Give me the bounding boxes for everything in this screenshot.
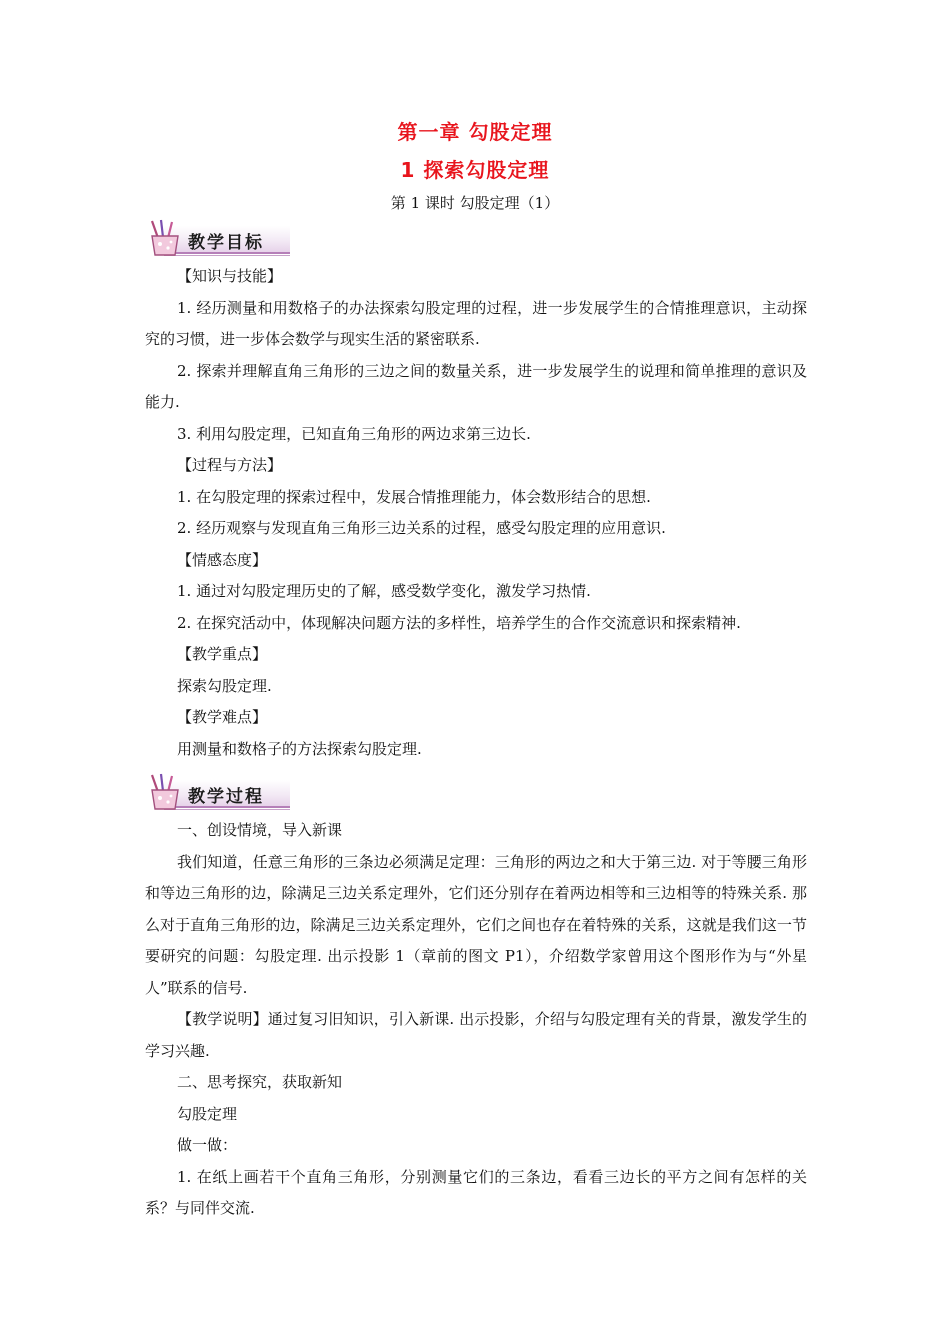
goals-heading-method: 【过程与方法】 <box>177 456 283 474</box>
process-banner-label: 教学过程 <box>188 787 264 807</box>
process-paragraph: 1. 在纸上画若干个直角三角形，分别测量它们的三条边，看看三边长的平方之间有怎样的关系？与同伴交流. <box>145 1167 807 1217</box>
goals-item: 用测量和数格子的方法探索勾股定理. <box>177 739 422 758</box>
goals-item: 1. 在勾股定理的探索过程中，发展合情推理能力，体会数形结合的思想. <box>177 487 651 506</box>
goals-item: 1. 通过对勾股定理历史的了解，感受数学变化，激发学习热情. <box>177 582 591 600</box>
goals-item: 2. 在探究活动中，体现解决问题方法的多样性，培养学生的合作交流意识和探索精神. <box>177 613 741 632</box>
process-paragraph: 我们知道，任意三角形的三条边必须满足定理：三角形的两边之和大于第三边. 对于等腰三角形和等边三角形的边，除满足三边关系定理外，它们还分别存在着两边相等和三边相等的特殊关系. 那么对于直角三角形的边，除满足三边关系定理外，它们之间也存在着特殊的关系，这就是我们这一节要研究的问题：勾股定理. 出示投影 1（章前的图文 P1），介绍数学家曾用这个图形作为与“外星人”联系的信号. <box>145 852 807 997</box>
goals-item: 2. 探索并理解直角三角形的三边之间的数量关系，进一步发展学生的说理和简单推理的意识及能力. <box>145 361 807 411</box>
section-title: 1 探索勾股定理 <box>400 158 550 182</box>
goals-heading-difficulty: 【教学难点】 <box>177 708 268 726</box>
goals-item: 3. 利用勾股定理，已知直角三角形的两边求第三边长. <box>177 424 531 443</box>
goals-heading-knowledge: 【知识与技能】 <box>177 267 283 285</box>
lesson-title: 第 1 课时 勾股定理（1） <box>390 194 560 212</box>
process-step-heading: 一、创设情境，导入新课 <box>177 821 343 839</box>
goals-item: 2. 经历观察与发现直角三角形三边关系的过程，感受勾股定理的应用意识. <box>177 519 666 537</box>
process-step-heading: 二、思考探究，获取新知 <box>177 1073 343 1091</box>
goals-banner <box>144 218 294 258</box>
goals-heading-attitude: 【情感态度】 <box>177 550 268 569</box>
process-subheading: 勾股定理 <box>177 1104 238 1123</box>
goals-section <box>145 261 807 765</box>
goals-item: 1. 经历测量和用数格子的办法探索勾股定理的过程，进一步发展学生的合情推理意识，主动探究的习惯，进一步体会数学与现实生活的紧密联系. <box>145 298 807 348</box>
goals-banner-label: 教学目标 <box>188 233 264 253</box>
goals-item: 探索勾股定理. <box>177 676 272 695</box>
pen-holder-icon <box>144 772 192 812</box>
process-subheading: 做一做： <box>177 1136 238 1154</box>
chapter-title: 第一章 勾股定理 <box>397 120 553 144</box>
goals-heading-key-point: 【教学重点】 <box>177 645 268 663</box>
process-section <box>145 815 807 1225</box>
pen-holder-icon <box>144 218 192 258</box>
process-note: 【教学说明】通过复习旧知识，引入新课. 出示投影，介绍与勾股定理有关的背景，激发学生的学习兴趣. <box>145 1010 807 1060</box>
process-banner <box>144 772 294 812</box>
